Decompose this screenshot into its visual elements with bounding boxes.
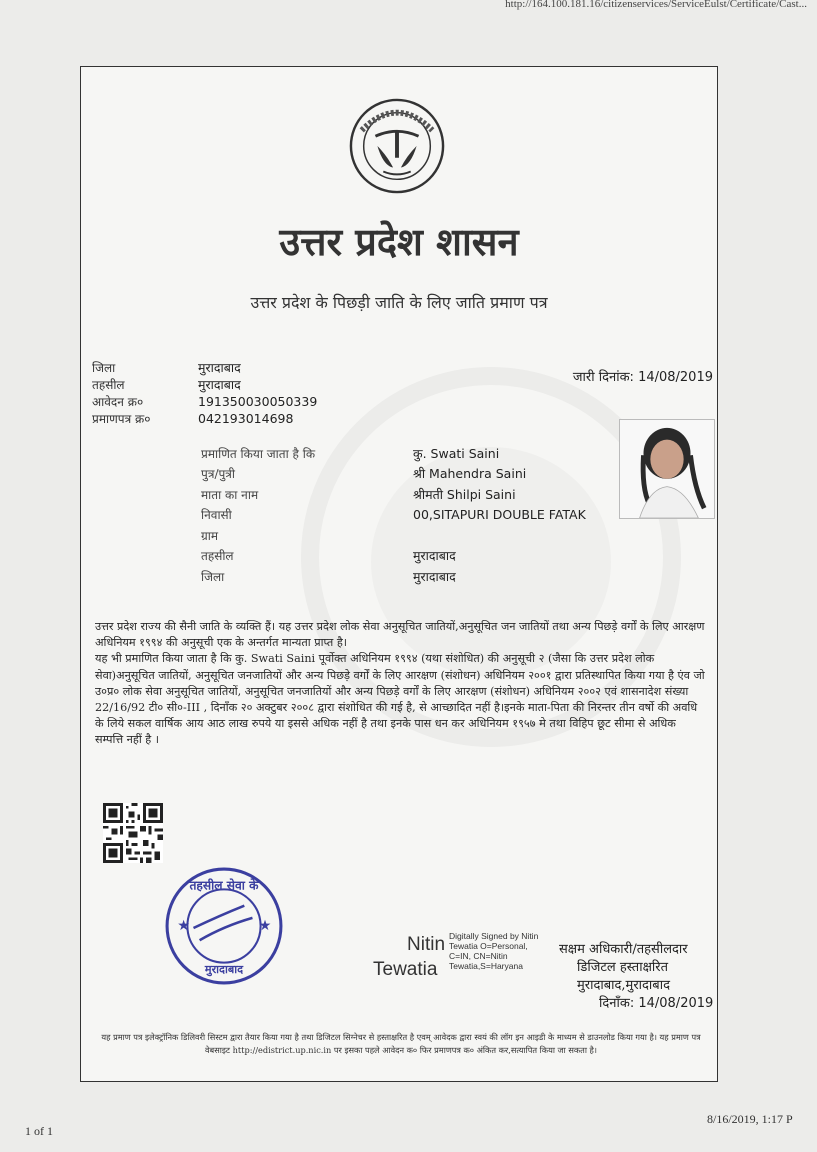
issue-date: जारी दिनांक: 14/08/2019: [572, 370, 713, 385]
applicant-photo: [619, 419, 715, 519]
seal-top-text: तहसील सेवा के: [189, 878, 259, 893]
detail-label: प्रमाणित किया जाता है कि: [201, 446, 316, 461]
authority-date: दिनाँक: 14/08/2019: [599, 996, 714, 1011]
svg-text:★: ★: [177, 918, 190, 935]
issuing-authority: [559, 941, 713, 1013]
detail-label: तहसील: [201, 549, 234, 564]
detail-row-tehsil: [201, 546, 586, 567]
certificate-body: [95, 619, 707, 749]
detail-row-residence: [201, 505, 586, 526]
detail-label: ग्राम: [201, 528, 219, 543]
detail-value: कु. Swati Saini: [413, 445, 500, 461]
body-paragraph-caste: उत्तर प्रदेश राज्य की सैनी जाति के व्यक्ति हैं। यह उत्तर प्रदेश लोक सेवा अनुसूचित जातियों,अनुसूचित जन जातियों तथा अन्य पिछड़े वर्गों के लिए आरक्षण अधिनियम १९९४ की अनुसूची एक के अन्तर्गत मान्यता प्राप्त है।: [95, 620, 705, 650]
digital-sig-line: C=IN, CN=Nitin: [449, 951, 508, 961]
meta-label: प्रमाणपत्र क्र०: [92, 412, 151, 426]
meta-value: मुरादाबाद: [198, 360, 241, 375]
authority-designation: सक्षम अधिकारी/तहसीलदार: [559, 942, 688, 957]
detail-value: मुरादाबाद: [413, 548, 456, 564]
page-indicator: 1 of 1: [25, 1124, 53, 1138]
digital-sig-line: Tewatia,S=Haryana: [449, 961, 523, 971]
detail-label: जिला: [201, 569, 225, 584]
detail-label: पुत्र/पुत्री: [201, 467, 236, 482]
detail-label: निवासी: [201, 508, 232, 523]
application-meta: [92, 359, 317, 427]
meta-row-application-no: [92, 393, 317, 410]
digital-signature-info: [449, 931, 538, 971]
body-paragraph-declaration: यह भी प्रमाणित किया जाता है कि कु. Swati Saini पूर्वोक्त अधिनियम १९९४ (यथा संशोधित) की अनुसूची २ (जैसा कि उत्तर प्रदेश लोक सेवा)अनुसूचित जातियों, अनुसूचित जनजातियों और अन्य पिछड़े वर्गों के लिए आरक्षण (संशोधन) अधिनियम २००१ द्वारा प्रतिस्थापित किया गया है एंव जो उ०प्र० लोक सेवा अनुसूचित जातियों, अनुसूचित जनजातियों और अन्य पिछड़े वर्गों के लिए आरक्षण (संशोधन) अधिनियम २००२ एवं शासनादेश संख्या 22/16/92 टी० सी०-III , दिनाँक २० अक्टुबर २००८ द्वारा संशोधित की गई है, से आच्छादित नहीं है।इनके माता-पिता की निरन्तर तीन वर्षो की अवधि के लिये सकल वार्षिक आय आठ लाख रुपये या इससे अधिक नहीं है तथा इनके पास धन कर अधिनियम १९५७ मे तथा विहिप छूट सीमा से अधिक सम्पत्ति नहीं है ।: [95, 652, 705, 747]
detail-value: मुरादाबाद: [413, 568, 456, 584]
detail-row-district: [201, 566, 586, 587]
authority-place: मुरादाबाद,मुरादाबाद: [577, 978, 670, 993]
meta-value: मुरादाबाद: [198, 377, 241, 392]
meta-row-tehsil: [92, 376, 317, 393]
detail-value: 00,SITAPURI DOUBLE FATAK: [413, 507, 586, 523]
authority-sign-type: डिजिटल हस्ताक्षरित: [577, 960, 668, 975]
svg-text:★: ★: [258, 918, 272, 935]
detail-value: श्रीमती Shilpi Saini: [413, 486, 516, 502]
meta-row-certificate-no: [92, 410, 317, 427]
signer-last-name: Tewatia: [373, 959, 438, 980]
meta-value: 042193014698: [198, 411, 294, 426]
meta-value: 191350030050339: [198, 394, 318, 409]
detail-row-mother: [201, 484, 586, 505]
detail-row-village: [201, 525, 586, 546]
up-government-emblem: [348, 97, 446, 195]
browser-url: http://164.100.181.16/citizenservices/ServiceEulst/Certificate/Cast...: [505, 0, 807, 10]
meta-label: तहसील: [92, 378, 125, 392]
seal-bottom-text: मुरादाबाद: [204, 962, 244, 976]
applicant-details: [201, 443, 586, 587]
certificate-subtitle: उत्तर प्रदेश के पिछड़ी जाति के लिए जाति प्रमाण पत्र: [250, 293, 548, 312]
meta-label: जिला: [92, 361, 116, 375]
meta-label: आवेदन क्र०: [92, 395, 144, 409]
certificate-disclaimer: यह प्रमाण पत्र इलेक्ट्रॉनिक डिलिवरी सिस्टम द्वारा तैयार किया गया है तथा डिजिटल सिग्नेचर से हस्ताक्षरित है एवम् आवेदक द्वारा स्वयं की लॉग इन आइडी के माध्यम से डाउनलोड किया गया है। यह प्रमाण पत्र वेबसाइट http://edistrict.up.nic.in पर इसका पहले आवेदन क० फिर प्रमाणपत्र क० अंकित कर,सत्यापित किया जा सकता है।: [101, 1032, 701, 1055]
detail-row-parent: [201, 464, 586, 485]
detail-label: माता का नाम: [201, 487, 259, 502]
digital-sig-line: Tewatia O=Personal,: [449, 941, 528, 951]
signer-first-name: Nitin: [407, 934, 446, 955]
certificate-title: उत्तर प्रदेश शासन: [279, 219, 519, 264]
detail-value: श्री Mahendra Saini: [413, 466, 527, 482]
detail-row-name: [201, 443, 586, 464]
digital-sig-line: Digitally Signed by Nitin: [449, 931, 539, 941]
print-timestamp: 8/16/2019, 1:17 P: [707, 1112, 793, 1126]
meta-row-district: [92, 359, 317, 376]
certificate: [80, 66, 718, 1082]
tehsil-seal-stamp: [163, 865, 285, 987]
qr-code[interactable]: [103, 803, 163, 863]
